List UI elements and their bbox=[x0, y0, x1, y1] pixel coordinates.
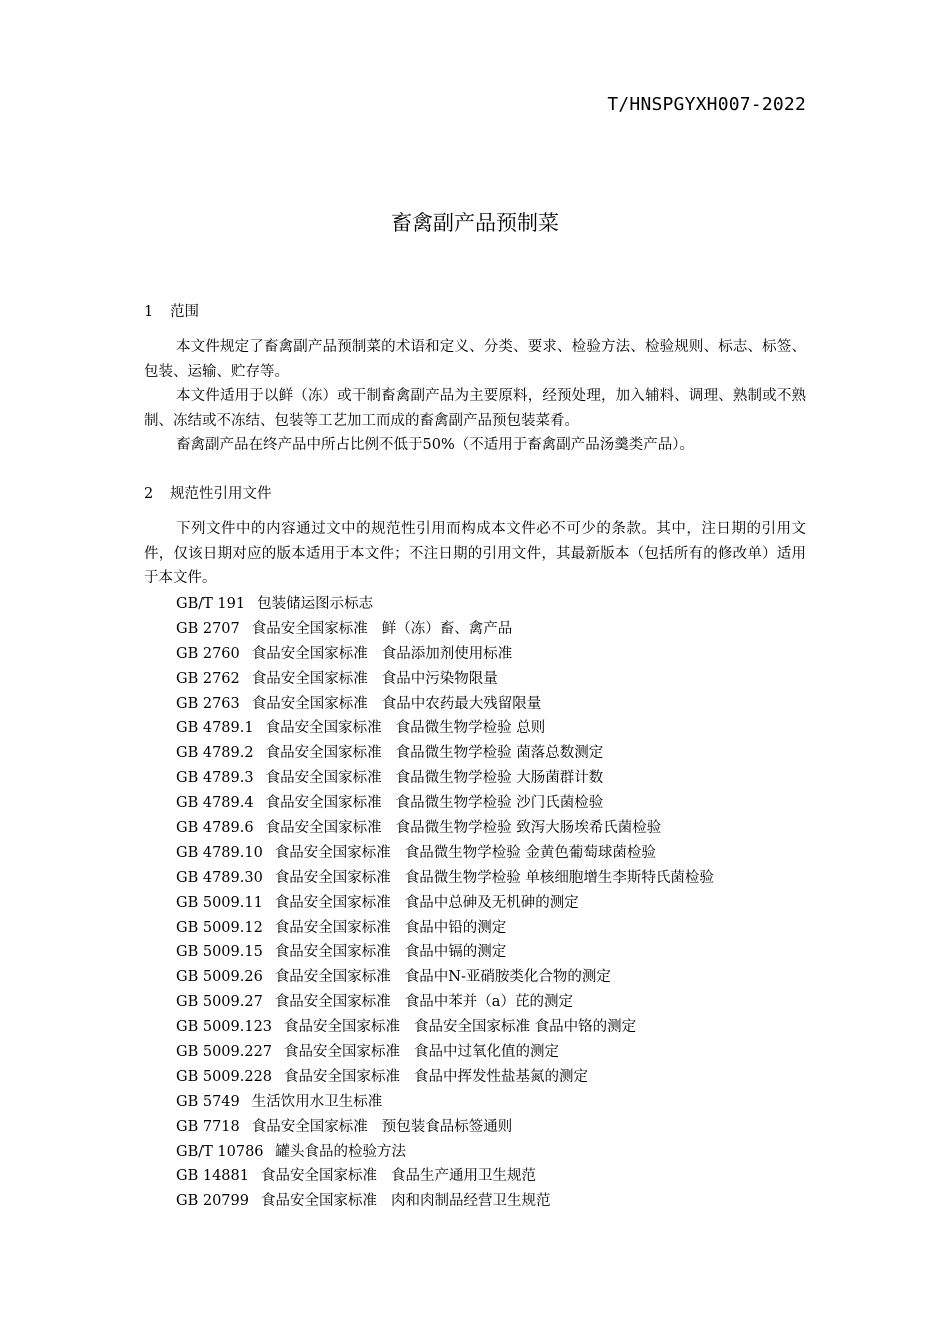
reference-item bbox=[176, 692, 714, 717]
reference-title: 生活饮用水卫生标准 bbox=[251, 1093, 383, 1110]
reference-item bbox=[176, 592, 714, 617]
reference-title: 肉和肉制品经营卫生规范 bbox=[390, 1193, 551, 1210]
reference-title: 食品安全国家标准 bbox=[265, 720, 382, 737]
reference-item bbox=[176, 1189, 714, 1214]
reference-item bbox=[176, 716, 714, 741]
reference-code: GB 2763 bbox=[176, 695, 240, 712]
section-title: 范围 bbox=[170, 304, 199, 320]
reference-title: 食品添加剂使用标准 bbox=[381, 645, 513, 662]
reference-code: GB 5749 bbox=[176, 1093, 240, 1110]
section-2-heading bbox=[144, 482, 272, 503]
reference-title: 食品中污染物限量 bbox=[381, 670, 498, 687]
reference-code: GB/T 191 bbox=[176, 596, 246, 612]
reference-title: 食品中铅的测定 bbox=[404, 919, 507, 936]
reference-title: 食品中苯并（a）芘的测定 bbox=[404, 994, 573, 1011]
reference-code: GB 20799 bbox=[176, 1193, 249, 1210]
reference-code: GB 5009.12 bbox=[176, 919, 263, 936]
references-intro: 下列文件中的内容通过文中的规范性引用而构成本文件必不可少的条款。其中，注日期的引用文件，仅该日期对应的版本适用于本文件；不注日期的引用文件，其最新版本（包括所有的修改单）适用于本文件。 bbox=[144, 521, 806, 586]
reference-item bbox=[176, 741, 714, 766]
reference-title: 食品安全国家标准 bbox=[251, 645, 368, 662]
reference-item bbox=[176, 940, 714, 965]
reference-title: 食品安全国家标准 食品中铬的测定 bbox=[414, 1019, 637, 1036]
reference-item bbox=[176, 816, 714, 841]
reference-title: 食品安全国家标准 bbox=[274, 894, 391, 911]
reference-title: 食品安全国家标准 bbox=[260, 1168, 377, 1185]
reference-code: GB 5009.26 bbox=[176, 969, 263, 986]
section-1-heading bbox=[144, 300, 199, 321]
reference-title: 食品微生物学检验 金黄色葡萄球菌检验 bbox=[404, 844, 656, 861]
reference-code: GB 2707 bbox=[176, 620, 240, 637]
reference-title: 食品微生物学检验 菌落总数测定 bbox=[395, 745, 604, 762]
reference-item bbox=[176, 1140, 714, 1165]
reference-title: 食品安全国家标准 bbox=[251, 1118, 368, 1135]
reference-title: 食品安全国家标准 bbox=[274, 994, 391, 1011]
reference-code: GB 4789.30 bbox=[176, 869, 263, 886]
reference-title: 食品中镉的测定 bbox=[404, 944, 507, 961]
reference-code: GB 4789.2 bbox=[176, 745, 254, 762]
document-title: 畜禽副产品预制菜 bbox=[391, 211, 559, 235]
reference-title: 食品安全国家标准 bbox=[265, 795, 382, 812]
reference-title: 食品安全国家标准 bbox=[284, 1019, 401, 1036]
reference-title: 食品微生物学检验 沙门氏菌检验 bbox=[395, 795, 604, 812]
reference-title: 食品微生物学检验 致泻大肠埃希氏菌检验 bbox=[395, 820, 662, 837]
reference-code: GB 5009.123 bbox=[176, 1019, 273, 1036]
scope-paragraph-3: 畜禽副产品在终产品中所占比例不低于50%（不适用于畜禽副产品汤羹类产品）。 bbox=[176, 437, 694, 453]
section-number: 2 bbox=[144, 486, 154, 502]
reference-code: GB 2760 bbox=[176, 645, 240, 662]
reference-item bbox=[176, 791, 714, 816]
reference-code: GB 5009.11 bbox=[176, 894, 263, 911]
reference-title: 食品中挥发性盐基氮的测定 bbox=[414, 1068, 589, 1085]
reference-code: GB 5009.27 bbox=[176, 994, 263, 1011]
reference-title: 预包装食品标签通则 bbox=[381, 1118, 513, 1135]
reference-title: 食品中N-亚硝胺类化合物的测定 bbox=[404, 969, 611, 986]
reference-item bbox=[176, 916, 714, 941]
reference-item bbox=[176, 766, 714, 791]
reference-title: 食品安全国家标准 bbox=[265, 745, 382, 762]
reference-code: GB 7718 bbox=[176, 1118, 240, 1135]
reference-item bbox=[176, 1164, 714, 1189]
reference-item bbox=[176, 667, 714, 692]
reference-list bbox=[176, 592, 714, 1214]
reference-title: 食品中农药最大残留限量 bbox=[381, 695, 542, 712]
scope-paragraph-1: 本文件规定了畜禽副产品预制菜的术语和定义、分类、要求、检验方法、检验规则、标志、标签、包装、运输、贮存等。 bbox=[144, 339, 806, 380]
reference-title: 食品安全国家标准 bbox=[284, 1068, 401, 1085]
reference-title: 食品安全国家标准 bbox=[265, 820, 382, 837]
reference-title: 食品安全国家标准 bbox=[251, 695, 368, 712]
reference-title: 食品中过氧化值的测定 bbox=[414, 1044, 560, 1061]
section-title: 规范性引用文件 bbox=[170, 486, 272, 502]
reference-code: GB 4789.3 bbox=[176, 770, 254, 787]
reference-item bbox=[176, 642, 714, 667]
reference-title: 鲜（冻）畜、禽产品 bbox=[381, 620, 513, 637]
reference-item bbox=[176, 617, 714, 642]
reference-title: 食品安全国家标准 bbox=[274, 919, 391, 936]
reference-item bbox=[176, 891, 714, 916]
reference-title: 食品中总砷及无机砷的测定 bbox=[404, 894, 579, 911]
reference-title: 食品微生物学检验 单核细胞增生李斯特氏菌检验 bbox=[404, 869, 714, 886]
reference-title: 食品安全国家标准 bbox=[274, 844, 391, 861]
reference-title: 食品微生物学检验 总则 bbox=[395, 720, 546, 737]
reference-title: 食品微生物学检验 大肠菌群计数 bbox=[395, 770, 604, 787]
reference-item bbox=[176, 1015, 714, 1040]
reference-code: GB 5009.228 bbox=[176, 1068, 273, 1085]
scope-paragraph-2: 本文件适用于以鲜（冻）或干制畜禽副产品为主要原料，经预处理，加入辅料、调理、熟制或不熟制、冻结或不冻结、包装等工艺加工而成的畜禽副产品预包装菜肴。 bbox=[144, 388, 806, 429]
reference-item bbox=[176, 990, 714, 1015]
reference-item bbox=[176, 965, 714, 990]
reference-title: 食品安全国家标准 bbox=[284, 1044, 401, 1061]
reference-title: 食品生产通用卫生规范 bbox=[390, 1168, 536, 1185]
reference-title: 食品安全国家标准 bbox=[260, 1193, 377, 1210]
reference-item bbox=[176, 1065, 714, 1090]
reference-code: GB 4789.1 bbox=[176, 720, 254, 737]
reference-code: GB 14881 bbox=[176, 1168, 249, 1185]
reference-code: GB 5009.227 bbox=[176, 1044, 273, 1061]
reference-code: GB 4789.4 bbox=[176, 795, 254, 812]
reference-code: GB 2762 bbox=[176, 670, 240, 687]
reference-code: GB 5009.15 bbox=[176, 944, 263, 961]
reference-code: GB/T 10786 bbox=[176, 1143, 264, 1160]
reference-item bbox=[176, 1115, 714, 1140]
reference-code: GB 4789.10 bbox=[176, 844, 263, 861]
reference-title: 罐头食品的检验方法 bbox=[275, 1143, 407, 1160]
reference-title: 包装储运图示标志 bbox=[257, 596, 374, 612]
reference-title: 食品安全国家标准 bbox=[274, 944, 391, 961]
section-number: 1 bbox=[144, 304, 154, 320]
reference-title: 食品安全国家标准 bbox=[251, 620, 368, 637]
reference-title: 食品安全国家标准 bbox=[274, 869, 391, 886]
document-code: T/HNSPGYXH007-2022 bbox=[607, 94, 806, 115]
reference-item bbox=[176, 1090, 714, 1115]
reference-title: 食品安全国家标准 bbox=[274, 969, 391, 986]
reference-item bbox=[176, 841, 714, 866]
reference-item bbox=[176, 1040, 714, 1065]
reference-title: 食品安全国家标准 bbox=[265, 770, 382, 787]
reference-item bbox=[176, 866, 714, 891]
reference-code: GB 4789.6 bbox=[176, 820, 254, 837]
reference-title: 食品安全国家标准 bbox=[251, 670, 368, 687]
